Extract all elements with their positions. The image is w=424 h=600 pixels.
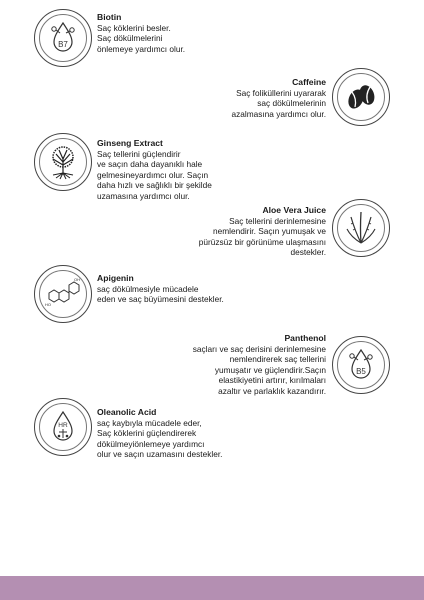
oleanolic-hr-icon <box>34 398 92 456</box>
ingredient-text-line: saç kaybıyla mücadele eder, <box>97 417 202 428</box>
footer-band <box>0 576 424 600</box>
ingredient-text-line: eden ve saç büyümesini destekler. <box>97 294 224 305</box>
ingredient-title: Oleanolic Acid <box>97 407 157 417</box>
ingredient-text-line: destekler. <box>290 247 326 258</box>
tree-icon <box>34 133 92 191</box>
ingredient-ginseng <box>97 138 212 202</box>
ingredient-text-line: daha hızlı ve sağlıklı bir şekilde <box>97 180 212 191</box>
ingredient-title: Caffeine <box>292 77 326 87</box>
ingredient-caffeine <box>231 77 326 119</box>
ingredient-text-line: uzamasına yardımcı olur. <box>97 190 190 201</box>
ingredient-text-line: saçları ve saç derisini derinlemesine <box>192 343 326 354</box>
ingredient-text-line: nemlendirerek saç tellerini <box>229 354 326 365</box>
ingredient-text-line: Saç dökülmelerini <box>97 33 163 44</box>
ingredient-text-line: azaltır ve parlaklık kazandırır. <box>218 385 326 396</box>
molecule-icon <box>34 265 92 323</box>
ingredient-title: Apigenin <box>97 273 134 283</box>
coffee-bean-icon <box>332 68 390 126</box>
ingredient-text-line: elastikiyetini artırır, kırılmaları <box>218 375 326 386</box>
ingredient-text-line: dökülmeyiönlemeye yardımcı <box>97 438 205 449</box>
ingredient-title: Panthenol <box>284 333 326 343</box>
ingredient-text-line: azalmasına yardımcı olur. <box>231 108 326 119</box>
svg-text:HO: HO <box>45 302 51 307</box>
ingredient-oleanolic-acid <box>97 407 222 460</box>
biotin-b7-icon <box>34 9 92 67</box>
ingredient-title: Biotin <box>97 12 122 22</box>
ingredient-text-line: nemlendirir. Saçın yumuşak ve <box>213 226 326 237</box>
ingredient-text-line: Saç köklerini güçlendirerek <box>97 428 197 439</box>
aloe-vera-icon <box>332 199 390 257</box>
ingredient-text-line: pürüzsüz bir görünüme ulaşmasını <box>198 236 326 247</box>
ingredient-text-line: yumuşatır ve güçlendirir.Saçın <box>214 364 326 375</box>
biotin-icon-label: B7 <box>58 40 68 49</box>
ingredient-title: Ginseng Extract <box>97 138 163 148</box>
ingredient-title: Aloe Vera Juice <box>262 205 326 215</box>
svg-text:OH: OH <box>74 277 80 282</box>
ingredient-panthenol <box>193 333 326 397</box>
ingredient-aloe-vera <box>199 205 326 258</box>
ingredient-apigenin <box>97 273 224 305</box>
panthenol-icon-label: B5 <box>356 367 366 376</box>
ingredient-text-line: önlemeye yardımcı olur. <box>97 43 186 54</box>
ingredient-text-line: Saç foliküllerini uyararak <box>236 87 326 98</box>
ingredient-text-line: Saç tellerini güçlendirir <box>97 148 181 159</box>
ingredient-text-line: gelmesineyardımcı olur. Saçın <box>97 169 209 180</box>
ingredient-text-line: Saç tellerini derinlemesine <box>229 215 326 226</box>
ingredient-text-line: saç dökülmesiyle mücadele <box>97 283 199 294</box>
ingredient-biotin <box>97 12 185 54</box>
ingredient-text-line: Saç köklerini besler. <box>97 22 171 33</box>
oleanolic-icon-label: HR <box>58 422 68 429</box>
ingredient-text-line: ve saçın daha dayanıklı hale <box>97 159 203 170</box>
ingredient-text-line: saç dökülmelerinin <box>257 98 326 109</box>
ingredient-text-line: olur ve saçın uzamasını destekler. <box>97 449 223 460</box>
panthenol-b5-icon <box>332 336 390 394</box>
